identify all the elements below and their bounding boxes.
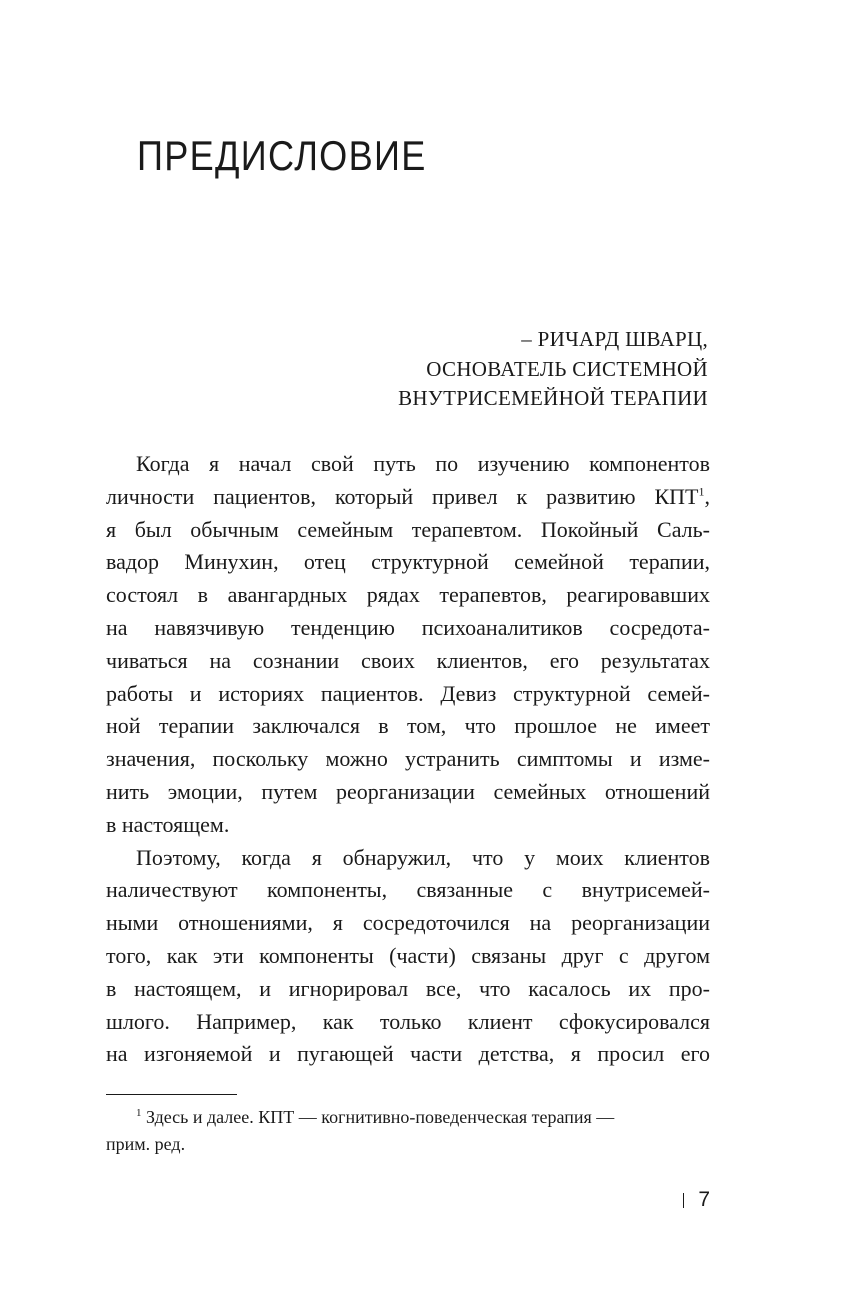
- page-number-separator: [683, 1193, 685, 1208]
- text-line: шлого. Например, как только клиент сфокусировался: [106, 1008, 710, 1034]
- page-footer: [683, 1188, 710, 1212]
- text-line: Когда я начал свой путь по изучению компонентов: [136, 451, 710, 476]
- text-line: состоял в авангардных рядах терапевтов, реагировавших: [106, 582, 710, 608]
- text-line: чиваться на сознании своих клиентов, его результатах: [106, 647, 710, 673]
- epigraph-line: – РИЧАРД ШВАРЦ,: [521, 327, 708, 351]
- chapter-title: ПРЕДИСЛОВИЕ: [137, 132, 427, 179]
- text-line: в настоящем.: [106, 811, 230, 837]
- body-text: [106, 448, 710, 1071]
- text-line: [106, 481, 710, 514]
- text-line: в настоящем, и игнорировал все, что касалось их про-: [106, 975, 710, 1001]
- footnote-line: прим. ред.: [106, 1134, 186, 1154]
- epigraph-line: ОСНОВАТЕЛЬ СИСТЕМНОЙ: [426, 356, 708, 381]
- footnote-divider: [106, 1094, 237, 1095]
- paragraph-1: [106, 448, 710, 842]
- footnote-number: 1: [136, 1107, 142, 1119]
- paragraph-2: [106, 842, 710, 1072]
- text-line: работы и историях пациентов. Девиз структурной семей-: [106, 680, 710, 706]
- text-line: Поэтому, когда я обнаружил, что у моих клиентов: [136, 844, 710, 870]
- epigraph-attribution: [398, 325, 708, 414]
- text-line: ными отношениями, я сосредоточился на реорганизации: [106, 910, 710, 936]
- footnote-reference[interactable]: 1: [698, 484, 705, 499]
- text-line-punct: ,: [704, 483, 710, 509]
- text-line-content: личности пациентов, который привел к развитию КПТ: [106, 483, 699, 509]
- text-line: нить эмоции, путем реорганизации семейных отношений: [106, 778, 710, 804]
- text-line: значения, поскольку можно устранить симптомы и изме-: [106, 746, 710, 772]
- text-line: я был обычным семейным терапевтом. Покойный Саль-: [106, 516, 710, 542]
- text-line: наличествуют компоненты, связанные с внутрисемей-: [106, 877, 710, 903]
- footnote-text: Здесь и далее. КПТ — когнитивно-поведенческая терапия —: [141, 1107, 615, 1127]
- text-line: вадор Минухин, отец структурной семейной терапии,: [106, 549, 710, 575]
- page-number: 7: [698, 1188, 710, 1211]
- text-line: на изгоняемой и пугающей части детства, я просил его: [106, 1041, 710, 1067]
- epigraph-line: ВНУТРИСЕМЕЙНОЙ ТЕРАПИИ: [398, 386, 708, 410]
- footnote-line: [106, 1104, 710, 1131]
- footnote: [106, 1104, 710, 1158]
- text-line: на навязчивую тенденцию психоаналитиков сосредота-: [106, 614, 710, 640]
- text-line: того, как эти компоненты (части) связаны друг с другом: [106, 942, 710, 968]
- text-line: ной терапии заключался в том, что прошлое не имеет: [106, 713, 710, 739]
